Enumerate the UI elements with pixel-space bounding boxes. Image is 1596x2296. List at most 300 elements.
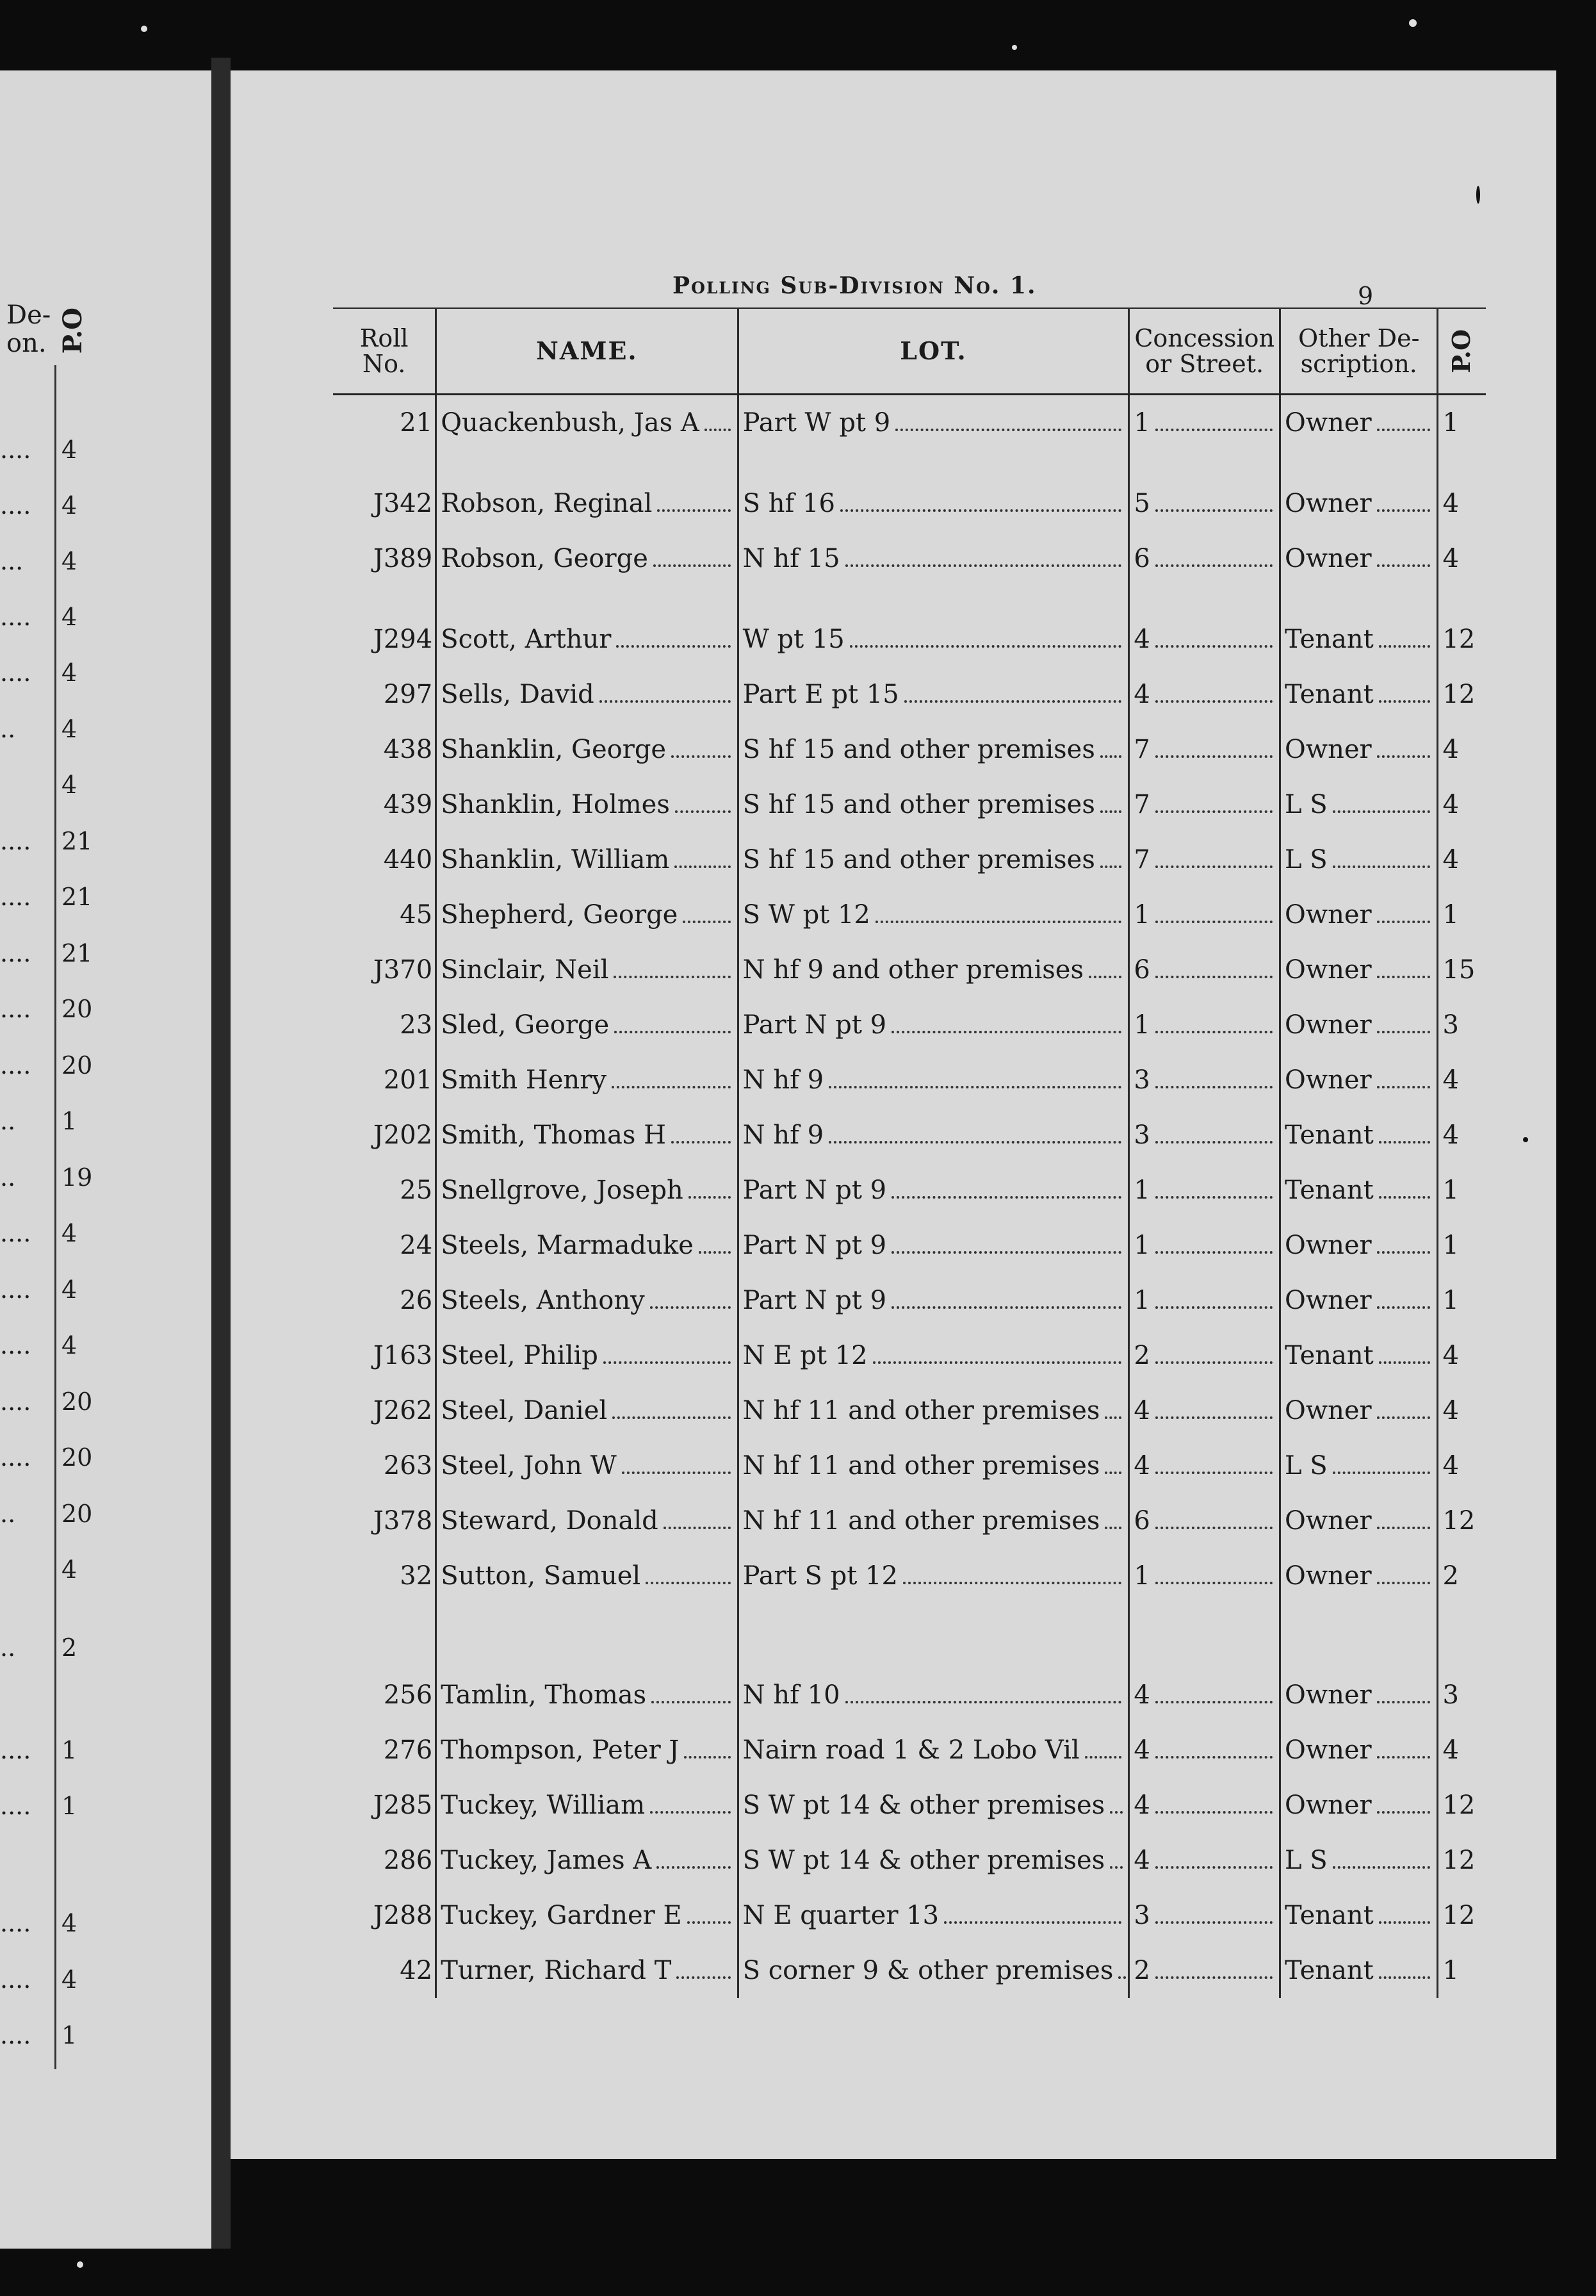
table-row xyxy=(333,1438,1486,1493)
table-row xyxy=(333,1833,1486,1888)
dot-leader xyxy=(671,1141,731,1144)
other-description-cell-leader xyxy=(1285,1176,1433,1205)
roll-number-cell: 23 xyxy=(400,1010,433,1040)
table-row xyxy=(333,1108,1486,1163)
left-page-row-po: 21 xyxy=(61,827,93,855)
name-cell xyxy=(436,1273,738,1328)
left-page-row-po: 19 xyxy=(61,1163,93,1192)
dot-leader xyxy=(845,1701,1122,1703)
name-cell-leader xyxy=(441,1010,733,1040)
left-page-row-fragment: .... xyxy=(0,1736,31,1764)
roll-number-cell: J389 xyxy=(373,544,433,573)
table-row xyxy=(333,1943,1486,1998)
other-description-cell-text: Owner xyxy=(1285,1561,1372,1591)
name-cell-text: Smith Henry xyxy=(441,1065,607,1095)
name-cell xyxy=(436,1943,738,1998)
other-description-cell xyxy=(1280,1888,1438,1943)
concession-cell-leader xyxy=(1134,1735,1275,1765)
table-row xyxy=(333,1053,1486,1108)
po-cell: 4 xyxy=(1438,1383,1486,1438)
lot-cell xyxy=(738,997,1129,1053)
dot-leader xyxy=(1105,1527,1121,1529)
dot-leader xyxy=(674,865,730,868)
spacer-cell xyxy=(1129,450,1280,476)
other-description-cell-text: Tenant xyxy=(1285,680,1374,709)
roll-number-cell: J370 xyxy=(373,955,433,985)
left-page-row-fragment: .... xyxy=(0,827,31,855)
table-row xyxy=(333,1493,1486,1548)
spacer-cell xyxy=(738,1603,1129,1668)
name-cell xyxy=(436,1328,738,1383)
other-description-cell-text: L S xyxy=(1285,790,1328,819)
dot-leader xyxy=(845,564,1122,567)
left-page-row-fragment: .... xyxy=(0,1051,31,1079)
other-description-cell-leader xyxy=(1285,1846,1433,1875)
dot-leader xyxy=(829,1086,1121,1088)
spacer-cell xyxy=(333,586,436,612)
dot-leader xyxy=(1105,1416,1121,1419)
other-description-cell-leader xyxy=(1285,790,1433,819)
name-cell-leader xyxy=(441,900,733,930)
lot-cell-leader xyxy=(743,489,1125,518)
other-description-cell xyxy=(1280,1383,1438,1438)
other-description-cell xyxy=(1280,887,1438,942)
concession-cell-leader xyxy=(1134,544,1275,573)
lot-cell-leader xyxy=(743,845,1125,874)
po-cell: 12 xyxy=(1438,667,1486,722)
dot-leader xyxy=(1377,1306,1431,1309)
name-cell-leader xyxy=(441,1396,733,1425)
lot-cell-text: Part N pt 9 xyxy=(742,1286,887,1315)
name-cell xyxy=(436,531,738,586)
dot-leader xyxy=(1155,1416,1273,1419)
roll-number-cell: J342 xyxy=(373,489,433,518)
name-cell-text: Tuckey, William xyxy=(441,1791,646,1820)
po-cell: 2 xyxy=(1438,1548,1486,1603)
name-cell xyxy=(436,395,738,451)
lot-cell-text: Part W pt 9 xyxy=(742,408,891,438)
concession-cell-leader xyxy=(1134,408,1275,438)
name-cell-text: Tuckey, James A xyxy=(441,1846,652,1875)
dot-leader xyxy=(892,1031,1121,1033)
concession-cell-leader xyxy=(1134,489,1275,518)
concession-cell-text: 7 xyxy=(1134,845,1150,874)
other-description-cell xyxy=(1280,667,1438,722)
dot-leader xyxy=(1377,976,1431,978)
left-page-row-po: 1 xyxy=(61,1792,77,1820)
name-cell-text: Steel, Philip xyxy=(441,1341,598,1370)
lot-cell-leader xyxy=(743,1901,1125,1930)
name-cell xyxy=(436,1548,738,1603)
table-row xyxy=(333,1273,1486,1328)
concession-cell-text: 6 xyxy=(1134,544,1150,573)
left-page-row-fragment: .... xyxy=(0,659,31,687)
po-cell: 4 xyxy=(1438,832,1486,887)
table-row xyxy=(333,612,1486,667)
lot-cell-leader xyxy=(743,680,1125,709)
dot-leader xyxy=(675,810,731,813)
dot-leader xyxy=(1155,1472,1273,1474)
po-cell: 1 xyxy=(1438,1273,1486,1328)
concession-cell-text: 4 xyxy=(1134,1680,1150,1710)
name-cell-leader xyxy=(441,1680,733,1710)
roll-number-cell: 438 xyxy=(383,735,433,764)
po-cell: 3 xyxy=(1438,997,1486,1053)
dot-leader xyxy=(1333,1472,1431,1474)
left-page-row-po: 2 xyxy=(61,1634,77,1662)
spacer-cell xyxy=(1438,586,1486,612)
name-cell-leader xyxy=(441,1846,733,1875)
name-cell xyxy=(436,997,738,1053)
concession-cell xyxy=(1129,1328,1280,1383)
table-row xyxy=(333,832,1486,887)
name-cell xyxy=(436,722,738,777)
dot-leader xyxy=(1155,921,1273,923)
lot-cell xyxy=(738,942,1129,997)
po-cell: 1 xyxy=(1438,395,1486,451)
po-cell: 4 xyxy=(1438,531,1486,586)
table-row xyxy=(333,1218,1486,1273)
concession-cell xyxy=(1129,476,1280,531)
spacer-cell xyxy=(1438,450,1486,476)
concession-cell xyxy=(1129,997,1280,1053)
table-row xyxy=(333,997,1486,1053)
concession-cell-leader xyxy=(1134,680,1275,709)
name-cell-leader xyxy=(441,790,733,819)
name-cell-text: Steels, Marmaduke xyxy=(441,1231,694,1260)
lot-cell-leader xyxy=(743,1010,1125,1040)
table-row xyxy=(333,887,1486,942)
dot-leader xyxy=(653,564,731,567)
other-description-cell-leader xyxy=(1285,1901,1433,1930)
roll-number-cell: 297 xyxy=(383,680,433,709)
po-cell: 4 xyxy=(1438,1108,1486,1163)
dot-leader xyxy=(1379,1361,1431,1364)
concession-cell-text: 1 xyxy=(1134,1286,1150,1315)
other-description-cell xyxy=(1280,1833,1438,1888)
concession-cell-text: 7 xyxy=(1134,735,1150,764)
concession-cell-leader xyxy=(1134,1231,1275,1260)
lot-cell-leader xyxy=(743,1956,1125,1985)
name-cell-leader xyxy=(441,1065,733,1095)
concession-cell-text: 1 xyxy=(1134,1176,1150,1205)
left-page-row-po: 4 xyxy=(61,1331,77,1359)
left-page-row-fragment: .. xyxy=(0,1634,16,1662)
table-row xyxy=(333,777,1486,832)
lot-cell xyxy=(738,1438,1129,1493)
name-cell-leader xyxy=(441,1120,733,1150)
left-page-row-po: 20 xyxy=(61,995,93,1023)
name-cell xyxy=(436,476,738,531)
spacer-cell xyxy=(1438,1603,1486,1668)
other-description-cell-leader xyxy=(1285,1561,1433,1591)
lot-cell-text: S corner 9 & other premises xyxy=(742,1956,1114,1985)
left-page-row-po: 4 xyxy=(61,1909,77,1937)
roll-number-cell: 26 xyxy=(400,1286,433,1315)
concession-cell-text: 5 xyxy=(1134,489,1150,518)
dot-leader xyxy=(1155,1306,1273,1309)
roll-number-cell: 440 xyxy=(383,845,433,874)
name-cell-text: Thompson, Peter J xyxy=(441,1735,680,1765)
other-description-cell-leader xyxy=(1285,1120,1433,1150)
po-cell: 4 xyxy=(1438,722,1486,777)
dot-leader xyxy=(1155,1756,1273,1759)
other-description-cell-text: Owner xyxy=(1285,408,1372,438)
other-description-cell-text: Tenant xyxy=(1285,625,1374,654)
concession-cell-text: 6 xyxy=(1134,955,1150,985)
table-row xyxy=(333,476,1486,531)
concession-cell xyxy=(1129,722,1280,777)
other-description-cell-text: Tenant xyxy=(1285,1120,1374,1150)
name-cell-leader xyxy=(441,680,733,709)
dot-leader xyxy=(1377,564,1431,567)
other-description-cell-leader xyxy=(1285,1735,1433,1765)
other-description-cell-text: Owner xyxy=(1285,1396,1372,1425)
table-spacer-row xyxy=(333,1603,1486,1668)
lot-cell-leader xyxy=(743,1561,1125,1591)
dot-leader xyxy=(1155,1866,1273,1869)
lot-cell xyxy=(738,1888,1129,1943)
lot-cell-text: S hf 15 and other premises xyxy=(742,790,1095,819)
other-description-cell xyxy=(1280,1668,1438,1723)
spacer-cell xyxy=(436,450,738,476)
concession-cell-text: 1 xyxy=(1134,900,1150,930)
concession-cell xyxy=(1129,1273,1280,1328)
left-page-po-label: P.O xyxy=(58,308,88,354)
table-row xyxy=(333,395,1486,451)
other-description-cell-leader xyxy=(1285,1341,1433,1370)
lot-cell-leader xyxy=(743,1231,1125,1260)
roll-number-cell: 24 xyxy=(400,1231,433,1260)
roll-number-cell: 276 xyxy=(383,1735,433,1765)
concession-cell-leader xyxy=(1134,1120,1275,1150)
dot-leader xyxy=(1155,1921,1273,1924)
concession-cell-text: 3 xyxy=(1134,1901,1150,1930)
po-cell: 12 xyxy=(1438,1888,1486,1943)
left-page-row-po: 4 xyxy=(61,603,77,631)
name-cell-text: Sinclair, Neil xyxy=(441,955,609,985)
lot-cell-leader xyxy=(743,1506,1125,1536)
lot-cell xyxy=(738,1668,1129,1723)
left-page-row-po: 4 xyxy=(61,1219,77,1247)
left-page-row-fragment: .... xyxy=(0,1909,31,1937)
po-cell: 12 xyxy=(1438,1493,1486,1548)
dot-leader xyxy=(1155,976,1273,978)
lot-cell-text: S hf 15 and other premises xyxy=(742,735,1095,764)
dot-leader xyxy=(1333,865,1431,868)
name-cell-leader xyxy=(441,955,733,985)
name-cell-leader xyxy=(441,489,733,518)
dot-leader xyxy=(646,1582,730,1584)
name-cell-text: Steel, Daniel xyxy=(441,1396,608,1425)
concession-cell-text: 4 xyxy=(1134,1846,1150,1875)
po-cell: 4 xyxy=(1438,1328,1486,1383)
concession-cell-leader xyxy=(1134,1901,1275,1930)
left-page-row-fragment: .. xyxy=(0,1107,16,1135)
concession-cell xyxy=(1129,1668,1280,1723)
lot-cell xyxy=(738,1328,1129,1383)
left-page-row-po: 4 xyxy=(61,771,77,799)
table-row xyxy=(333,1383,1486,1438)
name-cell-text: Smith, Thomas H xyxy=(441,1120,667,1150)
concession-cell-text: 1 xyxy=(1134,1231,1150,1260)
left-page-row-fragment: .... xyxy=(0,491,31,520)
po-cell: 4 xyxy=(1438,476,1486,531)
lot-cell-text: S W pt 14 & other premises xyxy=(742,1846,1105,1875)
dot-leader xyxy=(622,1472,731,1474)
concession-cell-text: 4 xyxy=(1134,625,1150,654)
other-description-cell xyxy=(1280,997,1438,1053)
lot-cell xyxy=(738,1778,1129,1833)
roll-number-cell: 256 xyxy=(383,1680,433,1710)
col-header-po: P.O xyxy=(1438,308,1486,395)
lot-cell xyxy=(738,722,1129,777)
left-page-row-fragment: .... xyxy=(0,883,31,911)
table-row xyxy=(333,1888,1486,1943)
lot-cell-leader xyxy=(743,544,1125,573)
other-description-cell-leader xyxy=(1285,489,1433,518)
left-page-row-po: 1 xyxy=(61,1107,77,1135)
dot-leader xyxy=(1155,755,1273,758)
dot-leader xyxy=(687,1921,731,1924)
lot-cell-text: N hf 11 and other premises xyxy=(742,1451,1100,1480)
dot-leader xyxy=(1377,1811,1431,1814)
other-description-cell-leader xyxy=(1285,544,1433,573)
po-cell: 12 xyxy=(1438,1833,1486,1888)
dot-leader xyxy=(1100,755,1121,758)
lot-cell xyxy=(738,887,1129,942)
concession-cell-leader xyxy=(1134,735,1275,764)
lot-cell xyxy=(738,1273,1129,1328)
dot-leader xyxy=(1379,1921,1431,1924)
name-cell-text: Tuckey, Gardner E xyxy=(441,1901,682,1930)
dot-leader xyxy=(664,1527,731,1529)
dot-leader xyxy=(1379,645,1431,648)
left-page-row-po: 4 xyxy=(61,547,77,575)
dot-leader xyxy=(850,645,1122,648)
roll-number-cell: 42 xyxy=(400,1956,433,1985)
table-row xyxy=(333,722,1486,777)
col-header-concession: Concession or Street. xyxy=(1129,308,1280,395)
roll-number-cell: J285 xyxy=(373,1791,433,1820)
dot-leader xyxy=(1155,865,1273,868)
dot-leader xyxy=(892,1196,1121,1199)
film-speck xyxy=(1409,19,1417,27)
concession-cell-leader xyxy=(1134,1956,1275,1985)
dot-leader xyxy=(1377,1251,1431,1254)
left-page-row-po: 20 xyxy=(61,1388,93,1416)
left-page-row-fragment: .. xyxy=(0,715,16,743)
left-page-row-po: 20 xyxy=(61,1051,93,1079)
concession-cell xyxy=(1129,1383,1280,1438)
left-page-row-po: 4 xyxy=(61,715,77,743)
name-cell-text: Tamlin, Thomas xyxy=(441,1680,647,1710)
dot-leader xyxy=(1155,1701,1273,1703)
lot-cell xyxy=(738,395,1129,451)
left-page-row-fragment: .... xyxy=(0,1331,31,1359)
lot-cell-leader xyxy=(743,1451,1125,1480)
other-description-cell-leader xyxy=(1285,1791,1433,1820)
other-description-cell-text: Owner xyxy=(1285,1506,1372,1536)
dot-leader xyxy=(1377,1416,1431,1419)
left-page-row-fragment: .. xyxy=(0,1500,16,1528)
name-cell-leader xyxy=(441,1506,733,1536)
other-description-cell-text: Owner xyxy=(1285,489,1372,518)
other-description-cell xyxy=(1280,1778,1438,1833)
concession-cell-text: 4 xyxy=(1134,1791,1150,1820)
concession-cell xyxy=(1129,1778,1280,1833)
other-description-cell-leader xyxy=(1285,680,1433,709)
lot-cell-text: Part N pt 9 xyxy=(742,1231,887,1260)
dot-leader xyxy=(676,1976,730,1979)
table-row xyxy=(333,531,1486,586)
film-speck xyxy=(1476,186,1480,204)
other-description-cell-text: Tenant xyxy=(1285,1956,1374,1985)
left-page-row-po: 4 xyxy=(61,436,77,464)
roll-number-cell: 25 xyxy=(400,1176,433,1205)
name-cell xyxy=(436,832,738,887)
dot-leader xyxy=(1377,1701,1431,1703)
concession-cell xyxy=(1129,1108,1280,1163)
other-description-cell xyxy=(1280,1438,1438,1493)
spacer-cell xyxy=(738,586,1129,612)
dot-leader xyxy=(651,1701,730,1703)
name-cell-text: Shanklin, William xyxy=(441,845,670,874)
name-cell xyxy=(436,1668,738,1723)
concession-cell xyxy=(1129,1723,1280,1778)
name-cell xyxy=(436,1383,738,1438)
spacer-cell xyxy=(1129,586,1280,612)
dot-leader xyxy=(614,1031,730,1033)
dot-leader xyxy=(1155,1086,1273,1088)
name-cell xyxy=(436,1438,738,1493)
concession-cell xyxy=(1129,395,1280,451)
film-speck xyxy=(1012,45,1017,50)
dot-leader xyxy=(892,1306,1121,1309)
lot-cell-text: N hf 11 and other premises xyxy=(742,1506,1100,1536)
dot-leader xyxy=(614,976,730,978)
concession-cell xyxy=(1129,1833,1280,1888)
name-cell xyxy=(436,777,738,832)
dot-leader xyxy=(612,1086,731,1088)
concession-cell xyxy=(1129,1888,1280,1943)
lot-cell-text: N hf 9 xyxy=(742,1120,824,1150)
lot-cell-leader xyxy=(743,1341,1125,1370)
dot-leader xyxy=(1089,976,1121,978)
other-description-cell-leader xyxy=(1285,1396,1433,1425)
lot-cell-leader xyxy=(743,408,1125,438)
lot-cell-text: N hf 15 xyxy=(742,544,840,573)
dot-leader xyxy=(1379,1196,1431,1199)
other-description-cell-leader xyxy=(1285,1286,1433,1315)
other-description-cell-text: Owner xyxy=(1285,1735,1372,1765)
po-cell: 1 xyxy=(1438,1163,1486,1218)
dot-leader xyxy=(944,1921,1121,1924)
dot-leader xyxy=(1155,1251,1273,1254)
name-cell-leader xyxy=(441,1451,733,1480)
dot-leader xyxy=(892,1251,1121,1254)
name-cell-text: Sutton, Samuel xyxy=(441,1561,641,1591)
other-description-cell-leader xyxy=(1285,1680,1433,1710)
left-page-row-po: 4 xyxy=(61,491,77,520)
po-cell: 3 xyxy=(1438,1668,1486,1723)
other-description-cell-text: Owner xyxy=(1285,1680,1372,1710)
other-description-cell-text: Owner xyxy=(1285,1010,1372,1040)
dot-leader xyxy=(829,1141,1121,1144)
left-page-row-po: 21 xyxy=(61,939,93,967)
dot-leader xyxy=(1105,1472,1121,1474)
left-page-row-fragment: ... xyxy=(0,547,24,575)
